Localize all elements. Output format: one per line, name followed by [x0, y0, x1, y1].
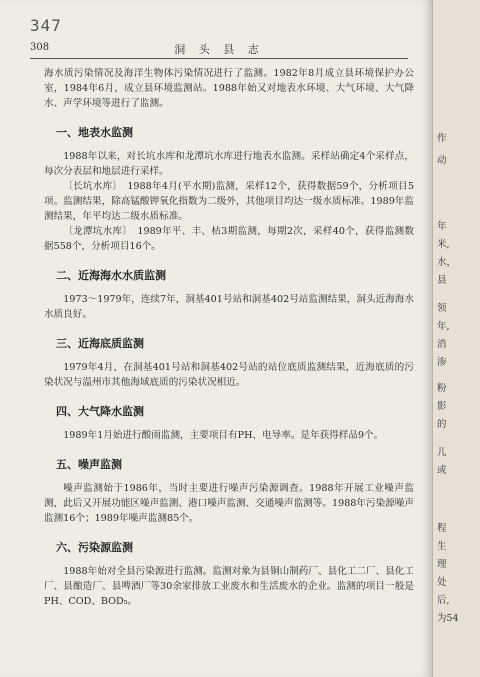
- adjacent-page-fragment: 程: [437, 523, 447, 534]
- adjacent-page-fragment: 的: [437, 419, 447, 430]
- page-header: [30, 42, 408, 59]
- adjacent-page-fragment: 后,: [437, 595, 450, 606]
- paragraph: 1989年1月始进行酸雨监测，主要项目有PH、电导率。是年获得样品9个。: [63, 430, 384, 441]
- adjacent-page-fragment: 消: [437, 339, 447, 350]
- section-heading: 三、近海底质监测: [56, 337, 144, 350]
- running-head: 洞 头 县 志: [174, 43, 264, 56]
- paragraph: [44, 224, 414, 254]
- section-heading: 一、地表水监测: [56, 126, 133, 139]
- subsection-tag: 〔长坑水库〕: [63, 181, 118, 192]
- adjacent-page-fragment: 粉: [437, 383, 447, 394]
- adjacent-page-fragment: 县: [437, 275, 447, 286]
- adjacent-page-fragment: 年,: [437, 321, 450, 332]
- adjacent-page-fragment: 处: [437, 577, 447, 588]
- adjacent-page-fragment: 生: [437, 541, 447, 552]
- paragraph: [44, 179, 414, 224]
- page-body: [44, 66, 414, 609]
- adjacent-page-fragment: 领: [437, 303, 447, 314]
- adjacent-page-fragment: 影: [437, 401, 447, 412]
- section-heading: 五、噪声监测: [56, 458, 122, 471]
- handwritten-page-number: 347: [30, 16, 62, 35]
- adjacent-page-fragment: 水，: [437, 257, 457, 268]
- section-heading: 六、污染源监测: [56, 541, 133, 554]
- adjacent-page-fragment: 为54: [437, 613, 459, 624]
- subsection-tag: 〔龙潭坑水库〕: [63, 226, 128, 237]
- section-heading: 二、近海海水水质监测: [56, 269, 166, 282]
- adjacent-page-fragment: 米,: [437, 239, 450, 250]
- adjacent-page-fragment: 动: [437, 155, 447, 166]
- adjacent-page-fragment: 理: [437, 559, 447, 570]
- paragraph: 噪声监测始于1986年，当时主要进行噪声污染源调查。1988年开展工业噪声监测，此后又开展功能区噪声监测、港口噪声监测、交通噪声监测等。1988年污染源噪声监测16个；1989年噪声监测85个。: [44, 483, 414, 524]
- adjacent-page-fragment: 儿: [437, 447, 447, 458]
- adjacent-page-fragment: 渗: [437, 357, 447, 368]
- paragraph: 1988年始对全县污染源进行监测。监测对象为县铜山制药厂、县化工二厂、县化工厂、县酿造厂、县啤酒厂等30余家排放工业废水和生活废水的企业。监测的项目一般是PH、COD、BOD₅。: [44, 566, 414, 607]
- section-heading: 四、大气降水监测: [56, 405, 144, 418]
- paragraph-text: 1988年4月(平水期)监测，采样12个，获得数据59个，分析项目5项。监测结果，除高锰酸钾氧化指数为二级外，其他项目均达一级水质标准。1989年监测结果，年平均达二级水质标准。: [44, 181, 415, 222]
- adjacent-page-edge: [432, 0, 480, 677]
- adjacent-page-fragment: 或: [437, 465, 447, 476]
- page-number: 308: [30, 42, 50, 53]
- adjacent-page-fragment: 年: [437, 221, 447, 232]
- adjacent-page-fragment: 作: [437, 133, 447, 144]
- paragraph: 1973～1979年，连续7年，洞基401号站和洞基402号站监测结果，洞头近海海水水质良好。: [44, 294, 414, 320]
- paragraph-text: 1989年平、丰、枯3期监测，每期2次，采样40个，获得监测数据558个，分析项目16个。: [44, 226, 415, 252]
- paragraph: 1988年以来，对长坑水库和龙潭坑水库进行地表水监测。采样站确定4个采样点，每次分表层和地层进行采样。: [44, 151, 414, 177]
- paragraph: 1979年4月，在洞基401号站和洞基402号站的站位底质监测结果，近海底质的污染状况与温州市其他海域底质的污染状况相近。: [44, 362, 414, 388]
- intro-paragraph: 海水质污染情况及海洋生物体污染情况进行了监测。1982年8月成立县环境保护办公室，1984年6月，成立县环境监测站。1988年始又对地表水环境、大气环境、大气降水、声学环境等进行了监测。: [44, 68, 414, 109]
